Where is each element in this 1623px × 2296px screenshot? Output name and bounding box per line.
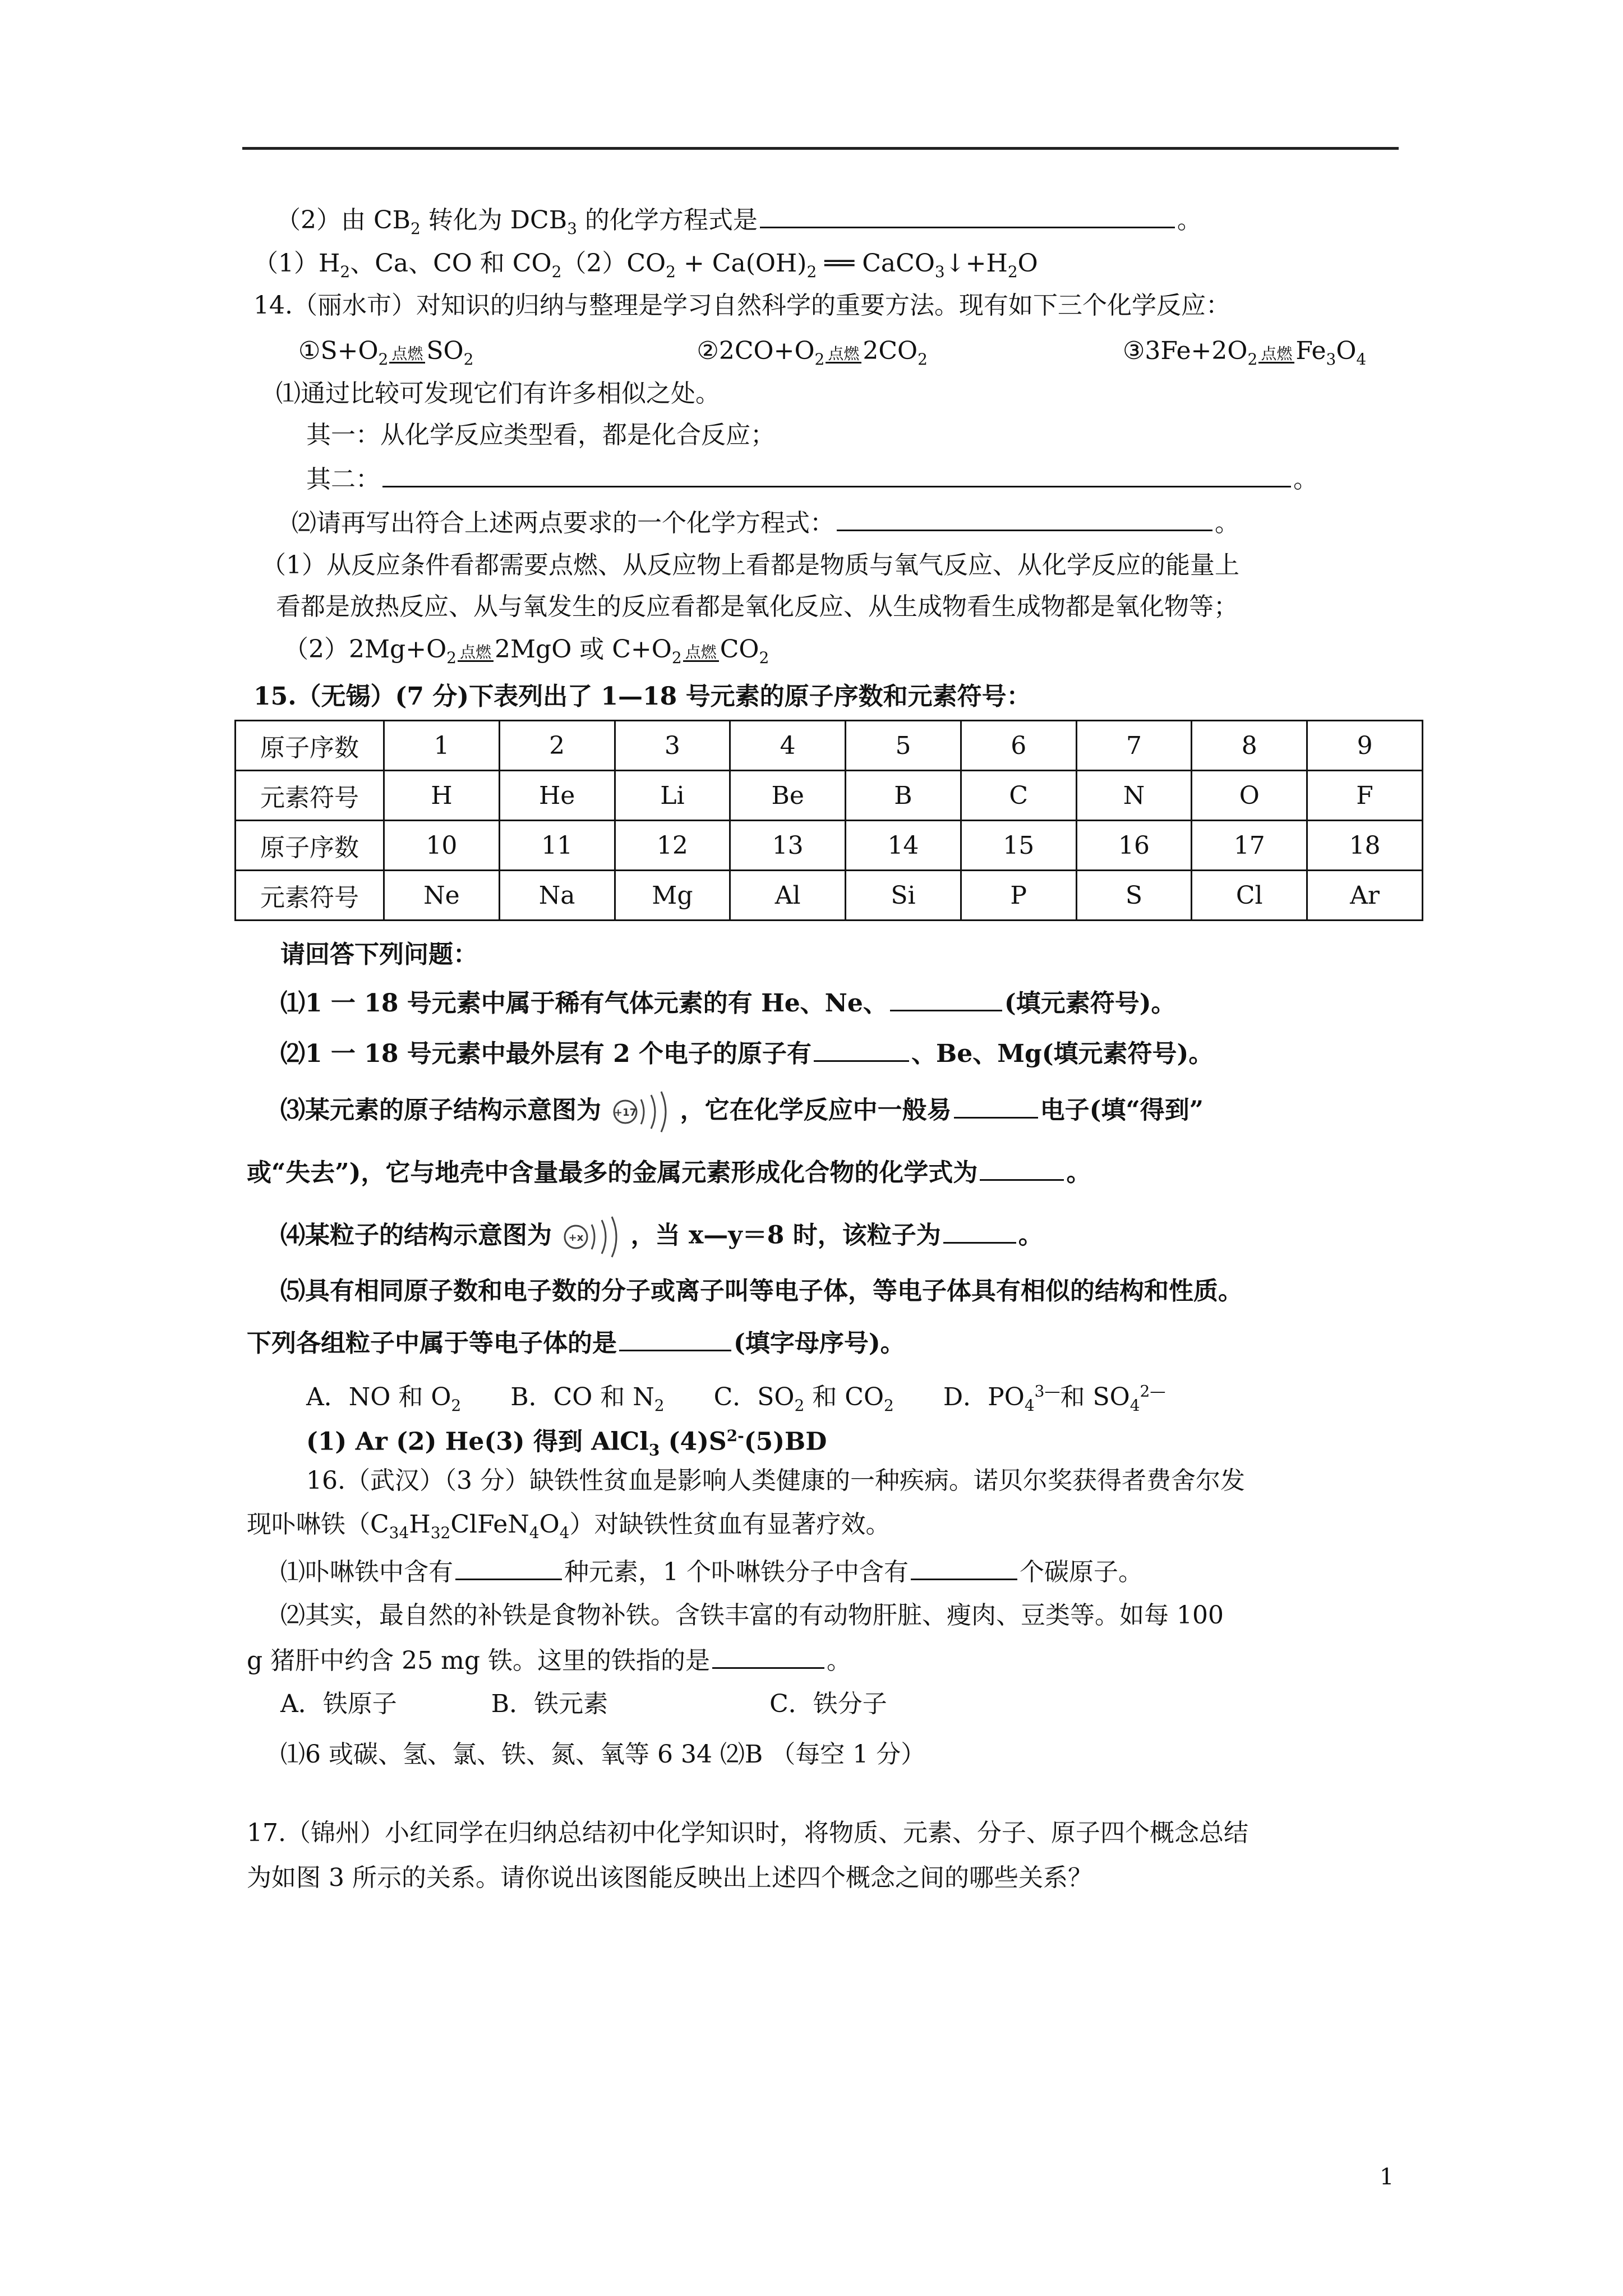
reaction-1: $①S+O_2$ 点燃 $SO_2$ [298, 337, 474, 369]
option-c: C．铁分子 [769, 1690, 887, 1718]
header-rule [242, 147, 1399, 150]
q17-line2: 为如图 3 所示的关系。请你说出该图能反映出上述四个概念之间的哪些关系？ [247, 1864, 1092, 1892]
answer-blank[interactable] [760, 202, 1175, 228]
q14-answer1: （1）从反应条件看都需要点燃、从反应物上看都是物质与氧气反应、从化学反应的能量上 [261, 551, 1239, 579]
atom-structure-diagram-icon [610, 1089, 671, 1134]
element-table [234, 720, 1423, 921]
q15-options [306, 1374, 1165, 1422]
answer-blank[interactable] [943, 1217, 1016, 1244]
q14-title: 14.（丽水市）对知识的归纳与整理是学习自然科学的重要方法。现有如下三个化学反应： [253, 291, 1230, 320]
q14-point1: 其一：从化学反应类型看，都是化合反应； [306, 421, 775, 449]
answer-blank[interactable] [837, 505, 1212, 531]
q14-answer1-cont: 看都是放热反应、从与氧发生的反应看都是氧化反应、从生成物看生成物都是氧化物等； [276, 592, 1238, 621]
answer-blank[interactable] [890, 985, 1002, 1011]
option-c: C．$SO_2$ 和 $CO_2$ [713, 1382, 894, 1415]
q15-answer: (1) Ar (2) He(3) 得到 AlCl$_3$ $(4)S^{2-}(5)BD$ [306, 1427, 827, 1460]
answer-blank[interactable] [954, 1092, 1038, 1119]
q15-sub3: ⑶某元素的原子结构示意图为 +17 ，它在化学反应中一般易 电子(填“得到” [280, 1089, 1204, 1134]
option-a: A．铁原子 [280, 1690, 397, 1718]
q14-part1: ⑴通过比较可发现它们有许多相似之处。 [276, 379, 720, 408]
answer-blank[interactable] [980, 1154, 1064, 1181]
q16-options [280, 1687, 887, 1721]
q15-sub1: ⑴1 一 18 号元素中属于稀有气体元素的有 He、Ne、 (填元素符号)。 [280, 985, 1176, 1020]
q16-answer: ⑴6 或碳、氢、氯、铁、氮、氧等 6 34 ⑵B （每空 1 分） [280, 1740, 926, 1769]
answer-blank[interactable] [911, 1554, 1017, 1580]
q13-part2: （2）由 $CB_2$ 转化为 $DCB_3$ 的化学方程式是 。 [276, 202, 1202, 246]
q16-sub1: ⑴卟啉铁中含有 种元素，1 个卟啉铁分子中含有 个碳原子。 [280, 1554, 1143, 1589]
answer-blank[interactable] [382, 461, 1291, 487]
option-b: B．CO 和 $N_2$ [510, 1382, 665, 1415]
particle-structure-diagram-icon [560, 1214, 622, 1259]
q17-line1: 17.（锦州）小红同学在归纳总结初中化学知识时，将物质、元素、分子、原子四个概念总结 [247, 1819, 1248, 1847]
table-row: 元素符号 H He Li Be B C N O F [236, 771, 1423, 821]
q14-reactions [298, 334, 1366, 376]
svg-text:+17: +17 [614, 1107, 637, 1119]
q13-answer: $(1)H_2$、Ca、CO 和 $CO_2(2)CO_2 + Ca(OH)_2$ ══ $CaCO_3↓+H_2O$ [253, 249, 1038, 281]
answer-blank[interactable] [814, 1036, 909, 1062]
answer-blank[interactable] [455, 1554, 562, 1580]
q16-sub2: ⑵其实，最自然的补铁是食物补铁。含铁丰富的有动物肝脏、瘦肉、豆类等。如每 100 [280, 1601, 1224, 1630]
q14-part2: ⑵请再写出符合上述两点要求的一个化学方程式： 。 [292, 505, 1239, 540]
table-row: 原子序数 10 11 12 13 14 15 16 17 18 [236, 821, 1423, 871]
answer-blank[interactable] [619, 1325, 731, 1351]
q16-sub2-cont: g 猪肝中约含 25 mg 铁。这里的铁指的是 。 [247, 1642, 851, 1678]
svg-text:+x: +x [568, 1232, 584, 1244]
option-b: B．铁元素 [491, 1690, 608, 1718]
option-d: D．$PO_4^{3—}$和 $SO_4^{2—}$ [943, 1382, 1166, 1415]
q15-title: 15.（无锡）(7 分)下表列出了 1—18 号元素的原子序数和元素符号： [253, 682, 1031, 711]
table-row: 元素符号 Ne Na Mg Al Si P S Cl Ar [236, 871, 1423, 921]
table-row: 原子序数 1 2 3 4 5 6 7 8 9 [236, 721, 1423, 771]
q15-prompt: 请回答下列问题： [280, 940, 478, 969]
q15-sub3-cont: 或“失去”)，它与地壳中含量最多的金属元素形成化合物的化学式为 。 [247, 1154, 1091, 1190]
q15-sub4: ⑷某粒子的结构示意图为 +x ，当 x—y＝8 时，该粒子为 。 [280, 1214, 1043, 1259]
q16-title-cont: 现卟啉铁$(C_{34}H_{32}ClFeN_4O_4)$对缺铁性贫血有显著疗效。 [247, 1510, 891, 1542]
q15-sub2: ⑵1 一 18 号元素中最外层有 2 个电子的原子有 、Be、Mg(填元素符号)。 [280, 1036, 1213, 1071]
q15-sub5: ⑸具有相同原子数和电子数的分子或离子叫等电子体，等电子体具有相似的结构和性质。 [280, 1277, 1243, 1305]
q14-point2: 其二： 。 [306, 461, 1318, 496]
option-a: A．NO 和 $O_2$ [306, 1382, 462, 1415]
page-number: 1 [1380, 2164, 1394, 2190]
answer-blank[interactable] [712, 1642, 824, 1669]
reaction-3: $③3Fe+2O_2$ 点燃 $Fe_3O_4$ [1122, 337, 1367, 369]
q14-answer2: $(2)2Mg+O_2$ 点燃 2MgO 或 $C+O_2$ 点燃 $CO_2$ [284, 635, 769, 667]
reaction-2: $②2CO+O_2$ 点燃 $2CO_2$ [697, 337, 928, 369]
q16-title: 16.（武汉）（3 分）缺铁性贫血是影响人类健康的一种疾病。诺贝尔奖获得者费舍尔发 [306, 1466, 1245, 1495]
q15-sub5-cont: 下列各组粒子中属于等电子体的是 (填字母序号)。 [247, 1325, 905, 1360]
